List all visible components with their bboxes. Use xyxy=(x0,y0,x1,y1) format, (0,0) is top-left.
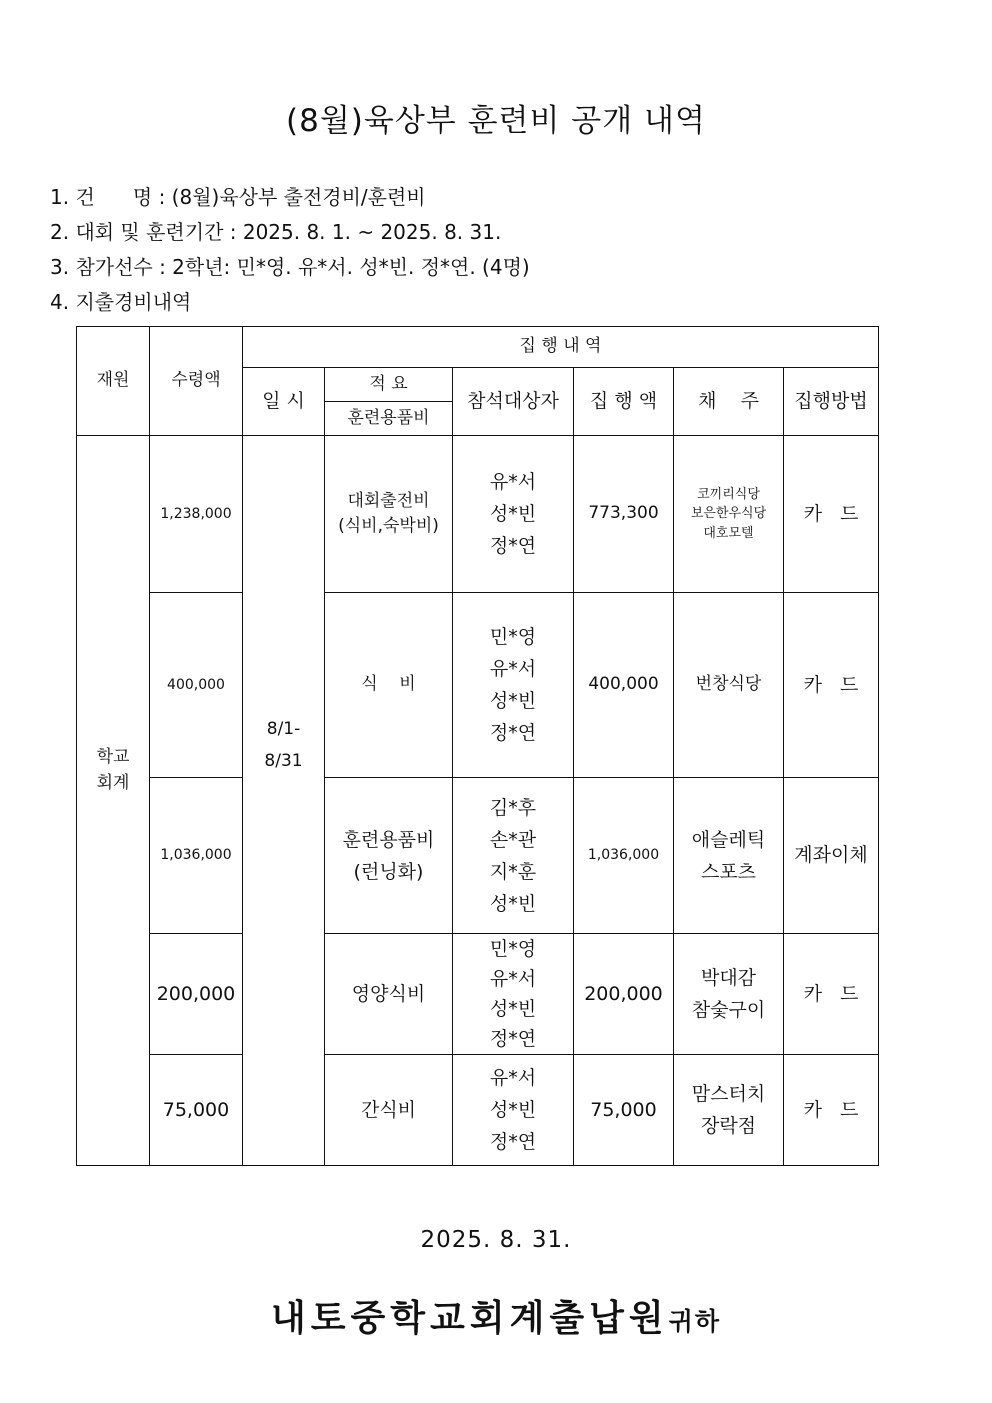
cell-participants: 민*영 유*서 성*빈 정*연 xyxy=(453,934,574,1055)
cell-method: 카 드 xyxy=(784,934,879,1055)
cell-amount: 1,036,000 xyxy=(574,778,674,934)
cell-summary: 훈련용품비 (런닝화) xyxy=(325,778,453,934)
signature-org: 내토중학교회계출납원 xyxy=(270,1298,669,1339)
cell-participants: 유*서 성*빈 정*연 xyxy=(453,436,574,593)
cell-amount: 200,000 xyxy=(574,934,674,1055)
cell-participants: 민*영 유*서 성*빈 정*연 xyxy=(453,593,574,778)
cell-creditor: 박대감 참숯구이 xyxy=(674,934,784,1055)
cell-received: 1,036,000 xyxy=(150,778,243,934)
header-method: 집행방법 xyxy=(784,368,879,436)
header-summary-sub: 훈련용품비 xyxy=(325,402,453,436)
cell-received: 400,000 xyxy=(150,593,243,778)
cell-creditor: 맘스터치 장락점 xyxy=(674,1055,784,1166)
signature-honorific: 귀하 xyxy=(668,1307,722,1336)
cell-amount: 773,300 xyxy=(574,436,674,593)
document-date: 2025. 8. 31. xyxy=(420,1227,572,1253)
item-expense-heading: 4. 지출경비내역 xyxy=(50,290,192,314)
cell-amount: 400,000 xyxy=(574,593,674,778)
header-datetime: 일 시 xyxy=(243,368,325,436)
item-participants: 3. 참가선수 : 2학년: 민*영. 유*서. 성*빈. 정*연. (4명) xyxy=(50,255,530,279)
cell-method: 카 드 xyxy=(784,1055,879,1166)
cell-creditor: 애슬레틱 스포츠 xyxy=(674,778,784,934)
cell-creditor: 코끼리식당 보은한우식당 대호모텔 xyxy=(674,436,784,593)
cell-participants: 김*후 손*관 지*훈 성*빈 xyxy=(453,778,574,934)
cell-participants: 유*서 성*빈 정*연 xyxy=(453,1055,574,1166)
cell-creditor: 번창식당 xyxy=(674,593,784,778)
header-creditor: 채 주 xyxy=(674,368,784,436)
signature xyxy=(0,1290,992,1341)
item-name: 1. 건 명 : (8월)육상부 출전경비/훈련비 xyxy=(50,185,426,209)
cell-method: 계좌이체 xyxy=(784,778,879,934)
page-title: (8월)육상부 훈련비 공개 내역 xyxy=(286,103,706,139)
cell-summary: 영양식비 xyxy=(325,934,453,1055)
header-amount: 집 행 액 xyxy=(574,368,674,436)
expense-table xyxy=(76,326,879,1166)
cell-received: 200,000 xyxy=(150,934,243,1055)
header-received: 수령액 xyxy=(150,327,243,436)
item-list xyxy=(50,180,530,320)
cell-date: 8/1- 8/31 xyxy=(243,436,325,1055)
header-participants: 참석대상자 xyxy=(453,368,574,436)
cell-received: 1,238,000 xyxy=(150,436,243,593)
cell-method: 카 드 xyxy=(784,593,879,778)
cell-received: 75,000 xyxy=(150,1055,243,1166)
header-source: 재원 xyxy=(77,327,150,436)
header-summary: 적 요 xyxy=(325,368,453,402)
cell-summary: 식 비 xyxy=(325,593,453,778)
item-period: 2. 대회 및 훈련기간 : 2025. 8. 1. ~ 2025. 8. 31. xyxy=(50,220,502,244)
cell-summary: 대회출전비 (식비,숙박비) xyxy=(325,436,453,593)
cell-source: 학교 회계 xyxy=(77,436,150,1166)
cell-method: 카 드 xyxy=(784,436,879,593)
cell-amount: 75,000 xyxy=(574,1055,674,1166)
header-execution: 집 행 내 역 xyxy=(243,327,879,368)
cell-date-empty xyxy=(243,1055,325,1166)
cell-summary: 간식비 xyxy=(325,1055,453,1166)
